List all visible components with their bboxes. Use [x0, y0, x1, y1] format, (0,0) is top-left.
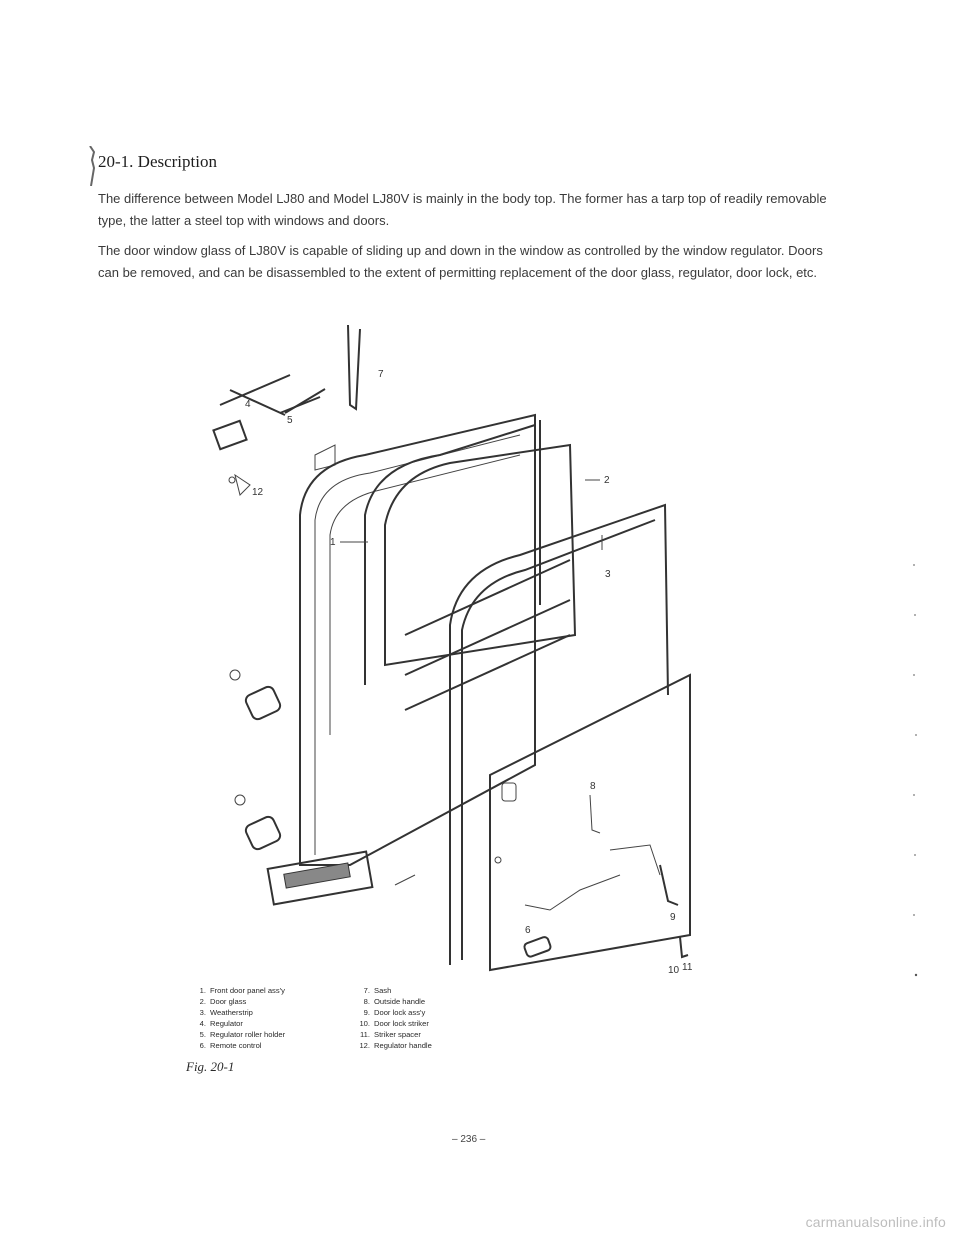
description-paragraph-1: The difference between Model LJ80 and Model LJ80V is mainly in the body top. The former has a tarp top of readily removable type, the latter a steel top with windows and doors.: [98, 191, 827, 228]
hinge-drawing: [230, 670, 282, 851]
callout-5: 5: [287, 415, 293, 426]
callout-7: 7: [378, 369, 384, 380]
legend-item: 3. Weatherstrip: [199, 1008, 253, 1017]
legend-item: 4. Regulator: [199, 1019, 243, 1028]
door-exploded-diagram: [190, 305, 730, 985]
legend-item: 8. Outside handle: [363, 997, 426, 1006]
callout-12: 12: [252, 487, 264, 498]
watermark: carmanualsonline.info: [805, 1214, 946, 1230]
legend-item: 5. Regulator roller holder: [199, 1030, 286, 1039]
callout-6: 6: [525, 925, 531, 936]
callout-4: 4: [245, 399, 251, 410]
section-title: 20-1. Description: [98, 152, 217, 171]
legend-item: 7. Sash: [363, 986, 392, 995]
legend-item: 12. Regulator handle: [359, 1041, 432, 1050]
callout-10: 10: [668, 965, 680, 976]
callout-3: 3: [605, 569, 611, 580]
legend-right: [350, 985, 550, 1051]
figure-caption: Fig. 20-1: [186, 1059, 235, 1074]
legend-left: [186, 985, 356, 1051]
callout-11: 11: [682, 962, 693, 973]
legend-item: 2. Door glass: [199, 997, 247, 1006]
legend-item: 9. Door lock ass'y: [363, 1008, 426, 1017]
page-number: – 236 –: [452, 1134, 486, 1145]
legend-item: 10. Door lock striker: [359, 1019, 429, 1028]
binder-mark-icon: [88, 146, 96, 186]
callout-9: 9: [670, 912, 676, 923]
regulator-drawing: [213, 375, 320, 449]
legend-item: 1. Front door panel ass'y: [199, 986, 285, 995]
legend-item: 11. Striker spacer: [360, 1030, 421, 1039]
callout-2: 2: [604, 475, 610, 486]
scan-margin-marks: [908, 555, 922, 995]
legend-item: 6. Remote control: [199, 1041, 262, 1050]
callout-8: 8: [590, 781, 596, 792]
callout-1: 1: [330, 537, 336, 548]
description-paragraph-2: The door window glass of LJ80V is capable of sliding up and down in the window as controlled by the window regulator. Doors can be removed, and can be disassembled to the extent of permitting replacement of the door glass, regulator, door lock, etc.: [98, 243, 823, 280]
